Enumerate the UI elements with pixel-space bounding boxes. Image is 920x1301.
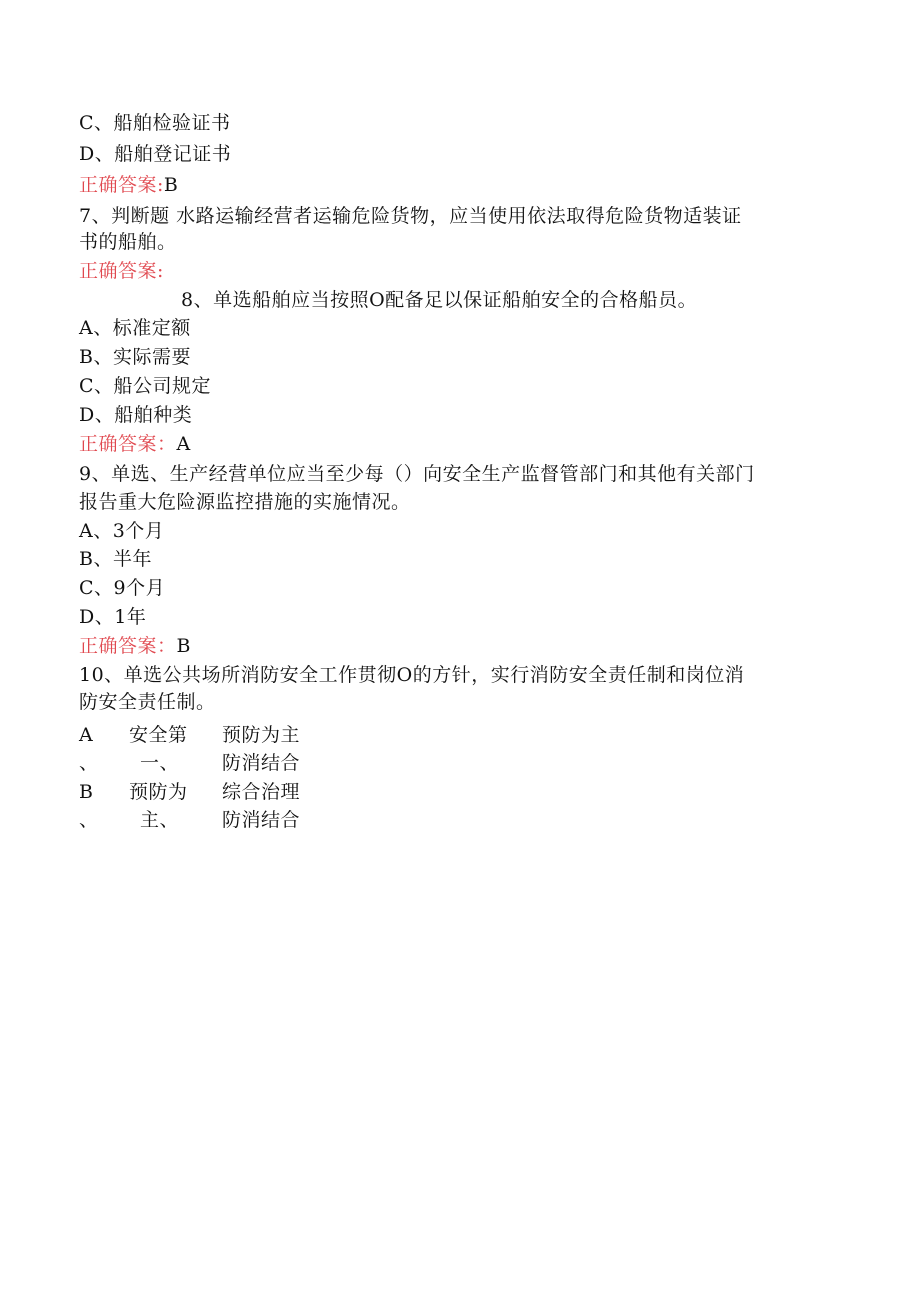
q6-option-d: D、船舶登记证书 bbox=[79, 143, 232, 165]
q10-option-b-letter: B bbox=[79, 781, 94, 803]
q10-option-a-col1-cont: 一、 bbox=[140, 752, 180, 774]
answer-label: 正确答案： bbox=[79, 635, 177, 657]
q9-option-c: C、9个月 bbox=[79, 577, 166, 599]
q8-answer bbox=[79, 432, 191, 456]
q8-option-b: B、实际需要 bbox=[79, 346, 191, 368]
q8-option-d: D、船舶种类 bbox=[79, 404, 193, 426]
q9-stem-line2: 报告重大危险源监控措施的实施情况。 bbox=[79, 491, 411, 513]
q10-option-b-col2-cont: 防消结合 bbox=[222, 809, 301, 831]
q7-stem-line1: 7、判断题 水路运输经营者运输危险货物，应当使用依法取得危险货物适装证 bbox=[79, 205, 742, 227]
q8-option-a: A、标准定额 bbox=[79, 317, 191, 339]
q8-option-c: C、船公司规定 bbox=[79, 375, 212, 397]
q10-option-a-col2: 预防为主 bbox=[222, 724, 301, 746]
answer-value: B bbox=[163, 174, 179, 196]
q10-option-b-col2: 综合治理 bbox=[222, 781, 301, 803]
q10-option-a-col1: 安全第 bbox=[129, 724, 188, 746]
q6-answer bbox=[79, 173, 178, 197]
q9-answer bbox=[79, 634, 191, 658]
q6-option-c: C、船舶检验证书 bbox=[79, 112, 231, 134]
q9-stem-line1: 9、单选、生产经营单位应当至少每（）向安全生产监督管部门和其他有关部门 bbox=[79, 463, 755, 485]
q10-stem-line1: 10、单选公共场所消防安全工作贯彻O的方针，实行消防安全责任制和岗位消 bbox=[79, 664, 745, 686]
answer-label: 正确答案: bbox=[79, 174, 164, 196]
q10-option-b-sep: 、 bbox=[79, 809, 99, 831]
q7-stem-line2: 书的船舶。 bbox=[79, 231, 177, 253]
q10-option-b-col1: 预防为 bbox=[129, 781, 188, 803]
answer-label: 正确答案： bbox=[79, 433, 177, 455]
q7-answer bbox=[79, 259, 164, 283]
q10-option-b-col1-cont: 主、 bbox=[140, 809, 180, 831]
q10-stem-line2: 防安全责任制。 bbox=[79, 691, 216, 713]
q8-stem: 8、单选船舶应当按照O配备足以保证船舶安全的合格船员。 bbox=[181, 289, 698, 311]
q10-option-a-sep: 、 bbox=[79, 752, 99, 774]
q9-option-a: A、3个月 bbox=[79, 520, 165, 542]
q9-option-d: D、1年 bbox=[79, 606, 147, 628]
q9-option-b: B、半年 bbox=[79, 548, 152, 570]
answer-value: B bbox=[176, 635, 191, 657]
q10-option-a-col2-cont: 防消结合 bbox=[222, 752, 301, 774]
answer-label: 正确答案: bbox=[79, 260, 164, 282]
answer-value: A bbox=[176, 433, 191, 455]
q10-option-a-letter: A bbox=[79, 724, 94, 746]
